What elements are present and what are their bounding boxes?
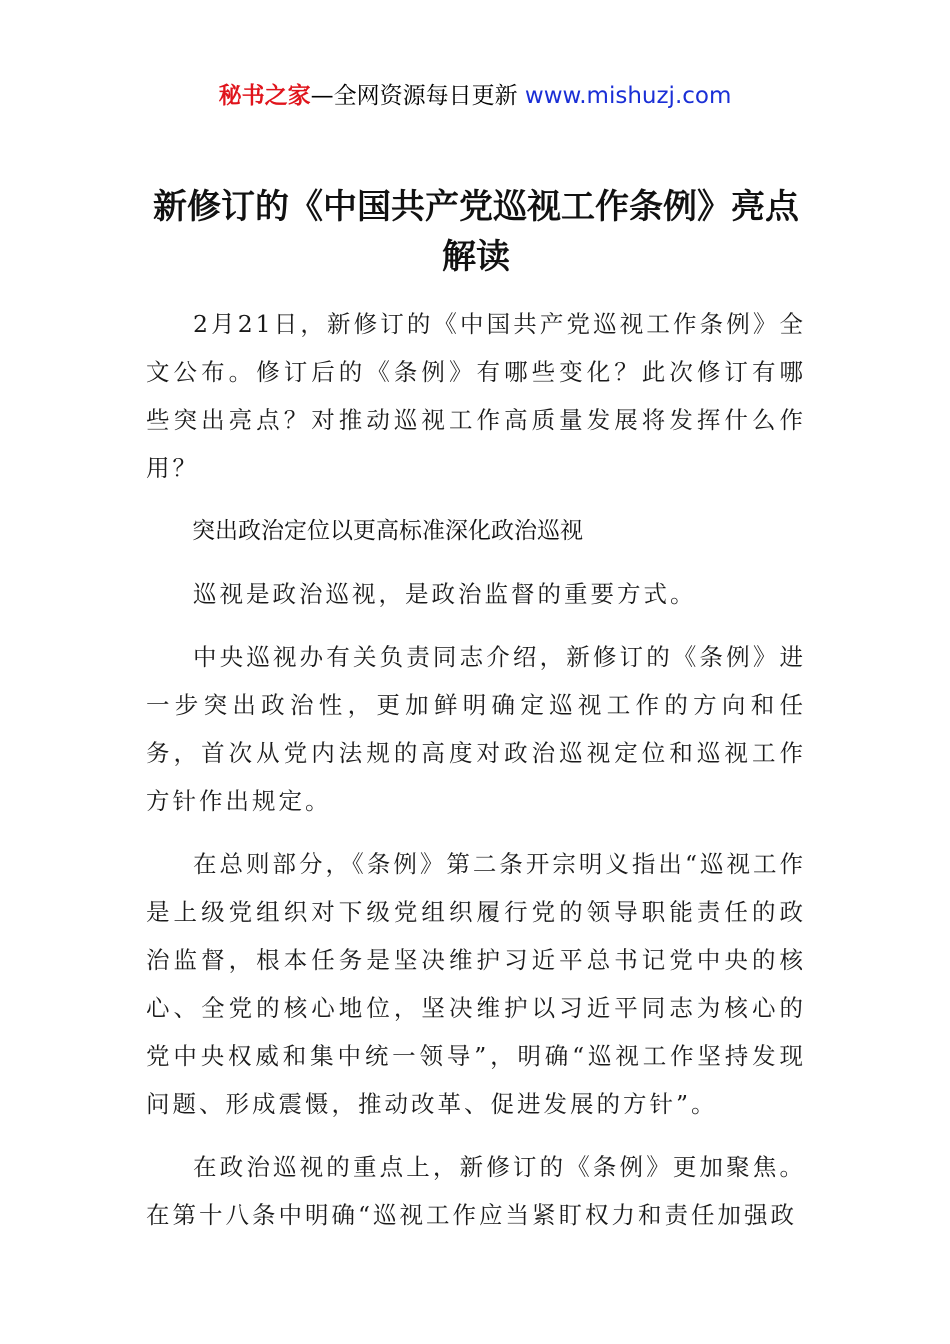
site-slogan: —全网资源每日更新 bbox=[310, 83, 525, 109]
document-title: 新修订的《中国共产党巡视工作条例》亮点解读 bbox=[153, 187, 799, 277]
body-paragraph: 中央巡视办有关负责同志介绍，新修订的《条例》进一步突出政治性，更加鲜明确定巡视工作的方向和任务，首次从党内法规的高度对政治巡视定位和巡视工作方针作出规定。 bbox=[146, 643, 806, 815]
body-paragraph: 巡视是政治巡视，是政治监督的重要方式。 bbox=[193, 580, 697, 608]
body-paragraph: 在政治巡视的重点上，新修订的《条例》更加聚焦。在第十八条中明确“巡视工作应当紧盯权力和责任加强政 bbox=[146, 1153, 806, 1229]
site-header bbox=[0, 80, 950, 112]
site-url-link[interactable]: www.mishuzj.com bbox=[524, 83, 732, 109]
document-body bbox=[146, 300, 806, 1254]
body-paragraph: 在总则部分，《条例》第二条开宗明义指出“巡视工作是上级党组织对下级党组织履行党的领导职能责任的政治监督，根本任务是坚决维护习近平总书记党中央的核心、全党的核心地位，坚决维护以习近平同志为核心的党中央权威和集中统一领导”，明确“巡视工作坚持发现问题、形成震慑，推动改革、促进发展的方针”。 bbox=[146, 850, 806, 1118]
site-brand: 秘书之家 bbox=[218, 83, 311, 109]
intro-paragraph: 2月21日，新修订的《中国共产党巡视工作条例》全文公布。修订后的《条例》有哪些变化？此次修订有哪些突出亮点？对推动巡视工作高质量发展将发挥什么作用？ bbox=[146, 310, 806, 482]
section-subheading: 突出政治定位以更高标准深化政治巡视 bbox=[192, 518, 583, 544]
